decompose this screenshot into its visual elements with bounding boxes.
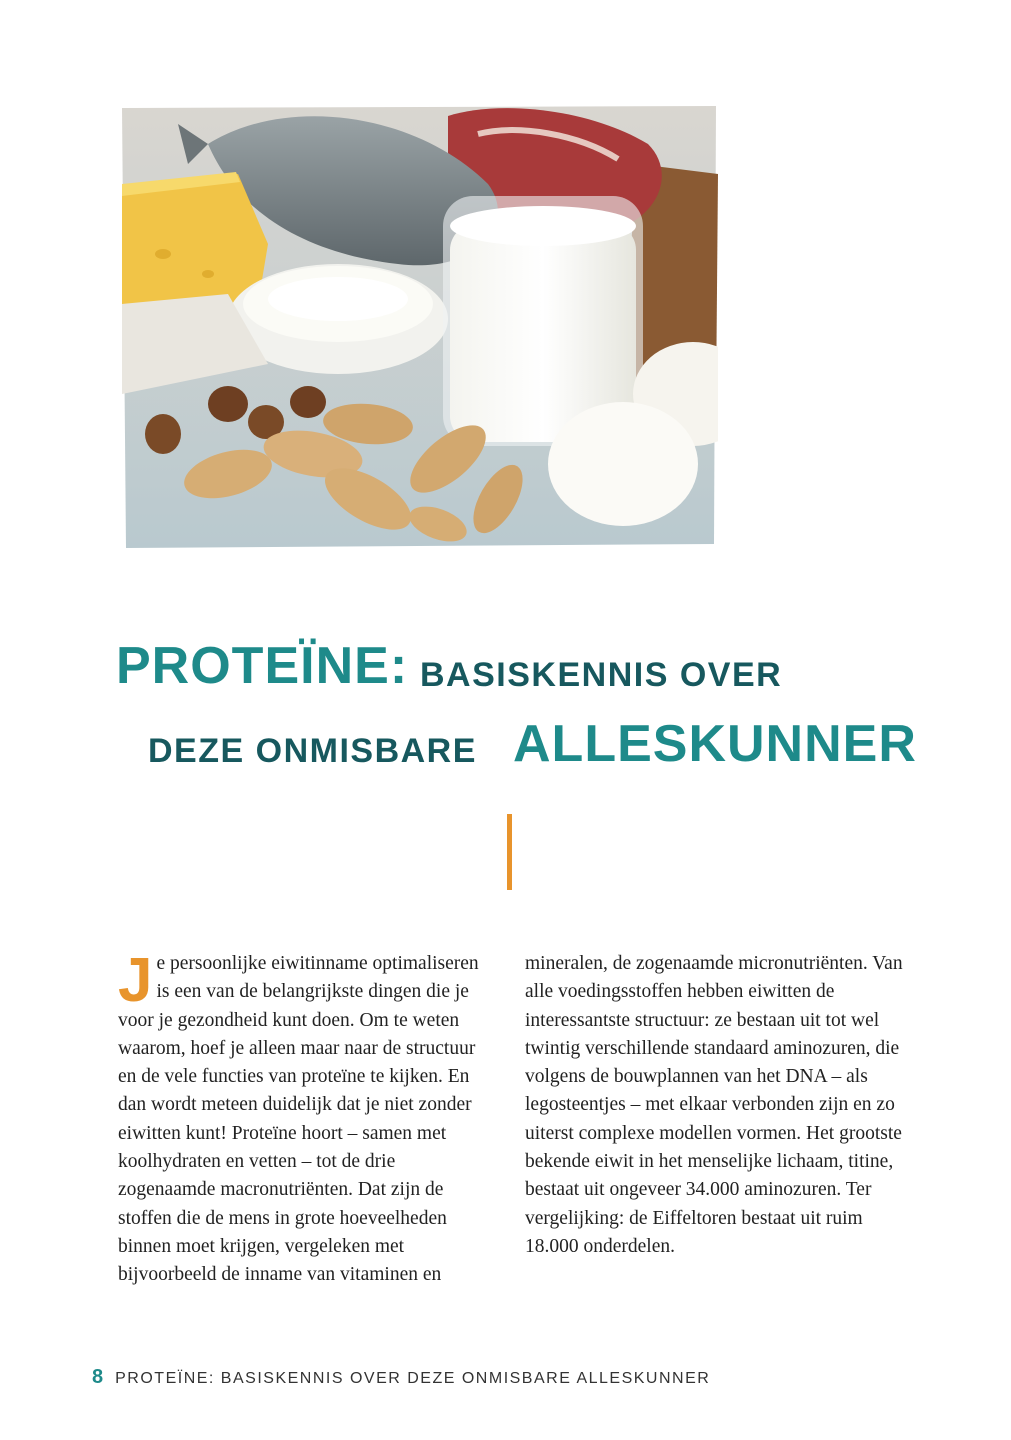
paragraph-1-text: e persoonlijke eiwitinname optimaliseren is een van de belangrijkste dingen die je voor je gezondheid kunt doen. Om te weten waarom, hoef je alleen maar naar de structuur en de vele functies van proteïne te kijken. En dan wordt meteen duidelijk dat je niet zonder eiwitten kunt! Proteïne hoort – samen met koolhydraten en vetten – tot de drie zogenaamde macronutriënten. Dat zijn de stoffen die de mens in grote hoeveelheden binnen moet krijgen, vergeleken met bijvoorbeeld de inname van vitaminen en bbox=[118, 953, 479, 1286]
drop-cap: J bbox=[118, 946, 153, 1015]
page-number: 8 bbox=[92, 1366, 104, 1388]
body-column-1 bbox=[118, 946, 496, 1290]
title-part-alleskunner: ALLESKUNNER bbox=[513, 715, 917, 773]
title-part-basiskennis: BASISKENNIS OVER bbox=[420, 656, 783, 694]
running-title: PROTEÏNE: BASISKENNIS OVER DEZE ONMISBARE ALLESKUNNER bbox=[115, 1370, 711, 1387]
page-footer bbox=[92, 1366, 710, 1389]
title-part-proteine: PROTEÏNE: bbox=[116, 637, 409, 695]
food-photo bbox=[118, 104, 718, 550]
paragraph-2: mineralen, de zogenaamde micronutriënten. Van alle voedingsstoffen hebben eiwitten de interessantste structuur: ze bestaan uit tot wel twintig verschillende standaard aminozuren, die volgens de bouwplannen van het DNA – als legosteentjes – met elkaar verbonden zijn en zo uiterst complexe modellen vormen. Het grootste bekende eiwit in het menselijke lichaam, titine, bestaat uit ongeveer 34.000 aminozuren. Ter vergelijking: de Eiffeltoren bestaat uit ruim 18.000 onderdelen. bbox=[525, 953, 903, 1257]
orange-divider bbox=[507, 814, 512, 890]
paragraph-1 bbox=[118, 946, 496, 1290]
title-part-deze-onmisbare: DEZE ONMISBARE bbox=[148, 732, 477, 770]
body-column-2 bbox=[525, 950, 903, 1261]
